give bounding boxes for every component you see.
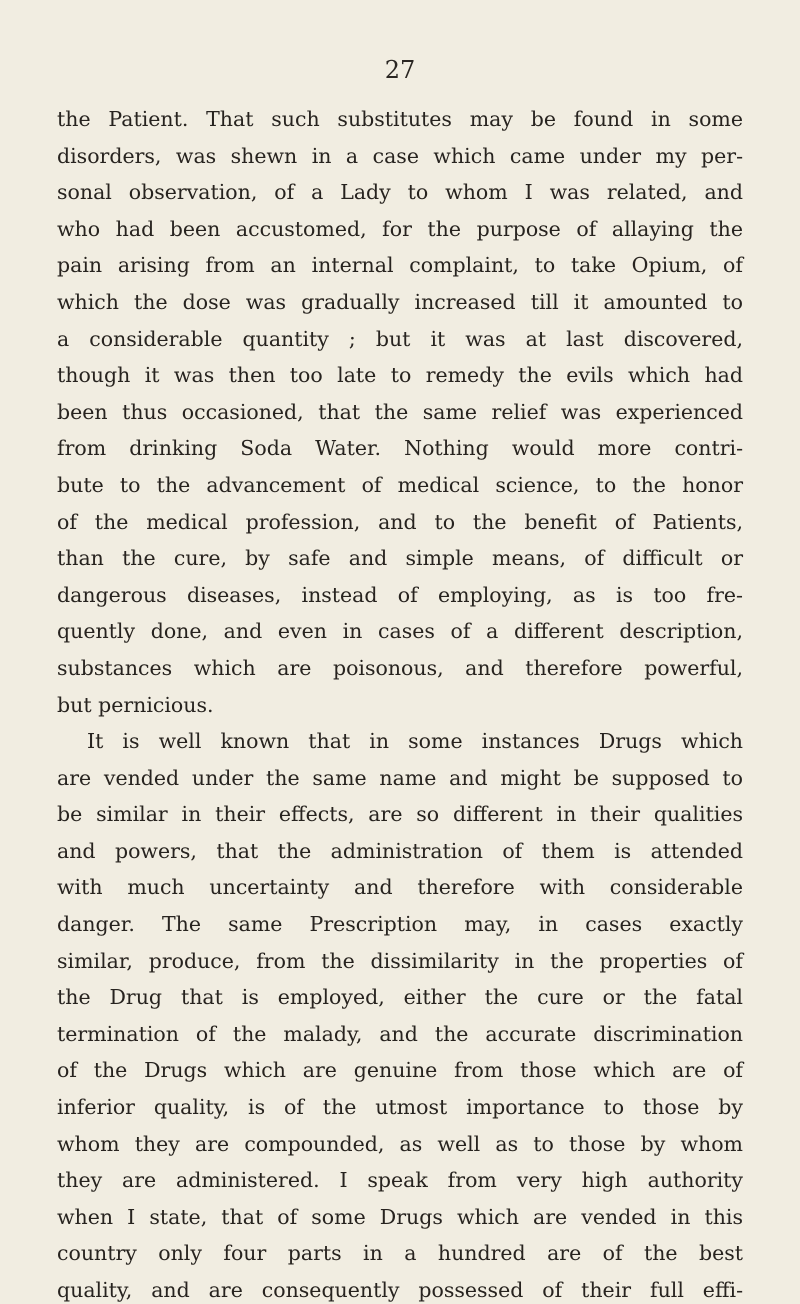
text-line: and powers, that the administration of them is attended [57,838,743,863]
text-line: pain arising from an internal complaint, to take Opium, of [57,253,743,278]
text-line: they are administered. I speak from very high authority [57,1168,743,1193]
text-line: disorders, was shewn in a case which came under my per- [57,143,743,168]
text-line: danger. The same Prescription may, in cases exactly [57,912,743,937]
text-line: be similar in their effects, are so different in their qualities [57,802,743,827]
text-line: from drinking Soda Water. Nothing would more contri- [57,436,743,461]
text-line: termination of the malady, and the accurate discrimination [57,1021,743,1046]
text-line: been thus occasioned, that the same relief was experienced [57,399,743,424]
text-line: than the cure, by safe and simple means, of difficult or [57,546,743,571]
text-line: but pernicious. [57,692,214,717]
text-line: whom they are compounded, as well as to those by whom [57,1131,743,1156]
text-line: the Drug that is employed, either the cure or the fatal [57,985,743,1010]
text-line: which the dose was gradually increased till it amounted to [57,289,743,314]
text-line: of the Drugs which are genuine from those which are of [57,1058,743,1083]
text-line: substances which are poisonous, and therefore powerful, [57,655,743,680]
text-line: quality, and are consequently possessed of their full effi- [57,1278,743,1302]
text-line: It is well known that in some instances Drugs which [87,729,743,754]
text-line: of the medical profession, and to the benefit of Patients, [57,509,743,534]
text-line: inferior quality, is of the utmost importance to those by [57,1095,743,1120]
body-text [57,101,743,1304]
text-line: bute to the advancement of medical science, to the honor [57,472,743,497]
text-line: sonal observation, of a Lady to whom I was related, and [57,180,743,205]
text-line: are vended under the same name and might be supposed to [57,765,743,790]
page-number: 27 [384,56,416,84]
text-line: with much uncertainty and therefore with considerable [57,875,743,900]
text-line: who had been accustomed, for the purpose of allaying the [57,216,743,241]
text-line: country only four parts in a hundred are of the best [57,1241,743,1266]
text-line: quently done, and even in cases of a different description, [57,619,743,644]
text-line: the Patient. That such substitutes may be found in some [57,107,743,131]
text-line: similar, produce, from the dissimilarity in the properties of [57,948,743,973]
text-line: though it was then too late to remedy the evils which had [57,363,743,388]
text-line: when I state, that of some Drugs which are vended in this [57,1204,743,1229]
text-line: dangerous diseases, instead of employing, as is too fre- [57,582,743,607]
text-line: a considerable quantity ; but it was at last discovered, [57,326,743,351]
